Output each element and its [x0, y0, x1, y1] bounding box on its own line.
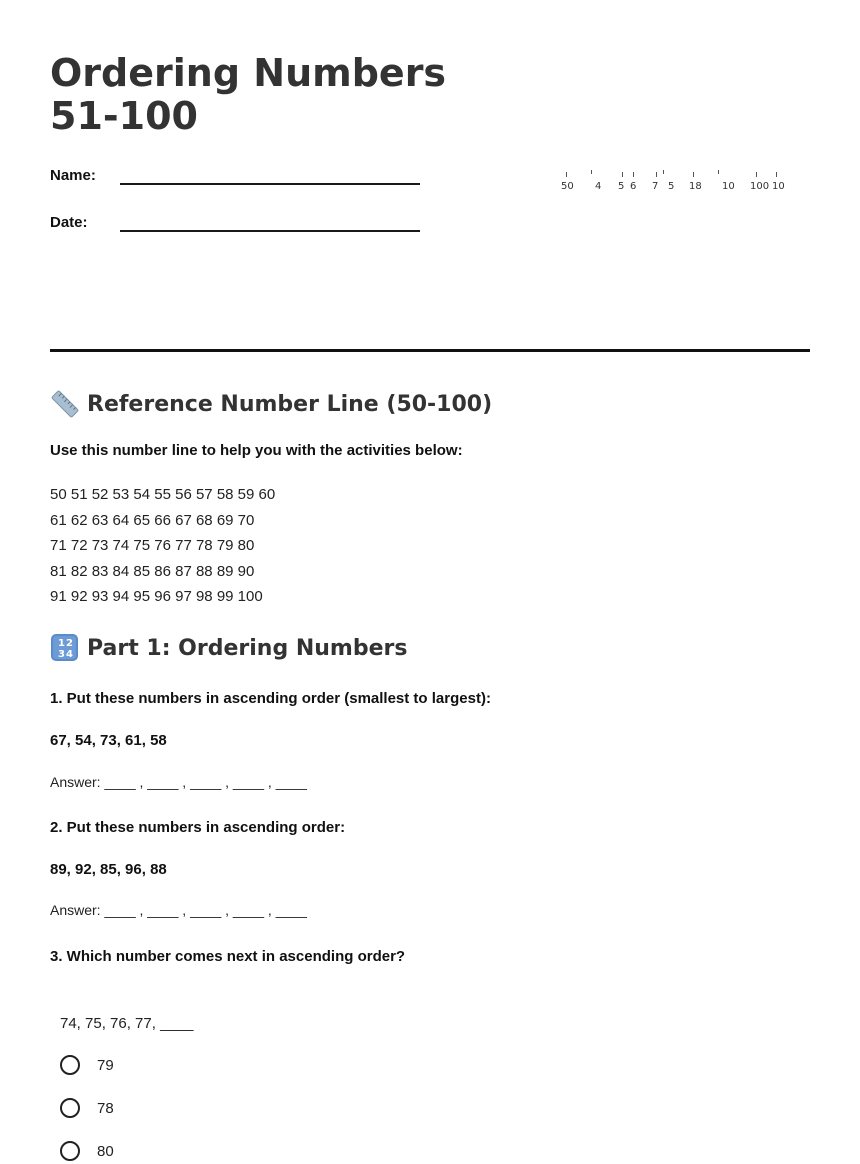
- question-1-answer[interactable]: Answer: ____ , ____ , ____ , ____ , ____: [50, 774, 307, 790]
- radio-button[interactable]: [60, 1055, 80, 1075]
- part1-heading-text: Part 1: Ordering Numbers: [87, 635, 408, 661]
- number-row: 61 62 63 64 65 66 67 68 69 70: [50, 511, 255, 529]
- radio-button[interactable]: [60, 1141, 80, 1161]
- mini-tick-label: 18: [689, 181, 702, 192]
- mini-tick: [718, 170, 719, 174]
- date-field[interactable]: [50, 214, 420, 244]
- number-row: 50 51 52 53 54 55 56 57 58 59 60: [50, 486, 276, 503]
- question-3-option[interactable]: [60, 1095, 114, 1121]
- option-label: 78: [97, 1099, 114, 1117]
- number-row: 91 92 93 94 95 96 97 98 99 100: [50, 588, 263, 605]
- mini-tick-label: 5: [668, 181, 675, 192]
- mini-tick: [776, 172, 777, 177]
- date-label: Date:: [50, 214, 88, 231]
- question-2-answer[interactable]: Answer: ____ , ____ , ____ , ____ , ____: [50, 902, 307, 918]
- question-3-option[interactable]: [60, 1052, 114, 1078]
- reference-heading: [50, 390, 492, 418]
- mini-tick: [756, 172, 757, 177]
- input-numbers-icon: [50, 634, 80, 662]
- question-2-numbers: 89, 92, 85, 96, 88: [50, 861, 167, 878]
- question-3-option[interactable]: [60, 1138, 114, 1164]
- mini-tick: [622, 172, 623, 177]
- mini-tick: [566, 172, 567, 177]
- mini-tick-label: 6: [630, 181, 637, 192]
- radio-button[interactable]: [60, 1098, 80, 1118]
- mini-tick-label: 50: [561, 181, 574, 192]
- question-1-numbers: 67, 54, 73, 61, 58: [50, 732, 167, 749]
- name-write-line[interactable]: [120, 183, 420, 185]
- svg-text:1: 1: [58, 638, 65, 649]
- svg-text:2: 2: [66, 638, 73, 649]
- mini-tick: [633, 172, 634, 177]
- mini-tick-label: 10: [722, 181, 735, 192]
- svg-text:4: 4: [66, 649, 73, 660]
- option-label: 80: [97, 1142, 114, 1160]
- mini-tick: [663, 170, 664, 174]
- mini-tick: [693, 172, 694, 177]
- mini-number-line: [558, 172, 798, 194]
- option-label: 79: [97, 1056, 114, 1074]
- number-row: 71 72 73 74 75 76 77 78 79 80: [50, 537, 255, 554]
- question-2-prompt: 2. Put these numbers in ascending order:: [50, 819, 346, 836]
- svg-text:3: 3: [58, 649, 65, 660]
- date-write-line[interactable]: [120, 230, 420, 232]
- header-divider: [50, 349, 810, 352]
- mini-tick-label: 10: [772, 181, 785, 192]
- mini-tick: [591, 170, 592, 174]
- ruler-icon: [50, 390, 80, 418]
- number-row: 81 82 83 84 85 86 87 88 89 90: [50, 562, 255, 580]
- page-title: Ordering Numbers 51-100: [50, 51, 447, 138]
- mini-tick: [656, 172, 657, 177]
- name-field[interactable]: [50, 167, 420, 197]
- worksheet-page: [50, 0, 810, 1161]
- reference-instruction: Use this number line to help you with the activities below:: [50, 442, 463, 459]
- mini-tick-label: 100: [750, 181, 770, 192]
- reference-heading-text: Reference Number Line (50-100): [87, 391, 493, 417]
- question-3-prompt: 3. Which number comes next in ascending order?: [50, 948, 406, 965]
- mini-tick-label: 4: [595, 181, 602, 192]
- question-1-prompt: 1. Put these numbers in ascending order (smallest to largest):: [50, 690, 491, 707]
- part1-heading: [50, 634, 407, 662]
- mini-tick-label: 5: [618, 181, 625, 192]
- question-3-sequence: 74, 75, 76, 77, ____: [60, 1015, 194, 1032]
- mini-tick-label: 7: [652, 181, 659, 192]
- name-label: Name:: [50, 167, 96, 184]
- reference-number-rows: [50, 482, 275, 610]
